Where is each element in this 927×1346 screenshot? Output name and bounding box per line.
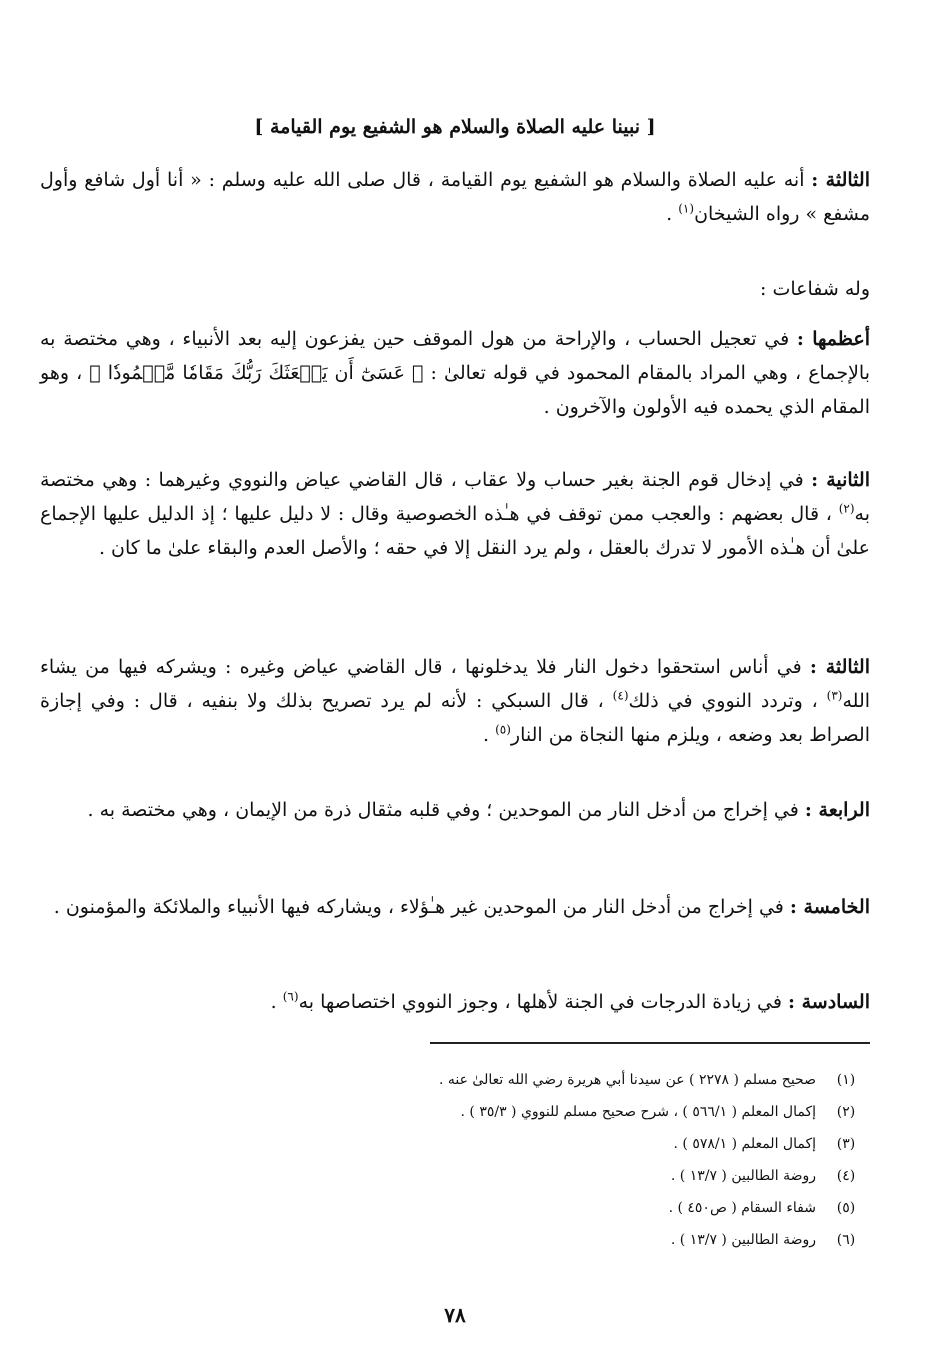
paragraph-fifth-intercession (40, 890, 870, 924)
footnote-number: (٤) (836, 1168, 856, 1184)
footnote-marker[interactable]: (٤) (612, 688, 629, 703)
footnote-text: إكمال المعلم ( ٥٧٨/١ ) . (673, 1136, 816, 1152)
footnote-item (40, 1064, 870, 1096)
footnote-marker[interactable]: (٣) (826, 688, 843, 703)
paragraph-text: . (482, 724, 496, 746)
paragraph-second-intercession (40, 463, 870, 565)
footnote-marker[interactable]: (١) (678, 201, 695, 216)
paragraph-text: في زيادة الدرجات في الجنة لأهلها ، وجوز النووي اختصاصها به (298, 991, 788, 1013)
footnote-item (40, 1192, 870, 1224)
footnote-number: (٥) (836, 1200, 856, 1216)
footnote-marker[interactable]: (٦) (282, 989, 299, 1004)
paragraph-sixth-intercession (40, 985, 870, 1019)
footnote-text: روضة الطالبين ( ١٣/٧ ) . (670, 1232, 816, 1248)
footnote-text: صحيح مسلم ( ٢٢٧٨ ) عن سيدنا أبي هريرة رضي الله تعالىٰ عنه . (439, 1072, 816, 1088)
paragraph-text: أنه عليه الصلاة والسلام هو الشفيع يوم القيامة ، قال صلى الله عليه وسلم : « أنا أول شافع وأول مشفع » رواه الشيخان (40, 169, 870, 225)
paragraph-fourth-intercession (40, 793, 870, 827)
paragraph-text: في إخراج من أدخل النار من الموحدين ؛ وفي قلبه مثقال ذرة من الإيمان ، وهي مختصة به . (87, 799, 805, 821)
footnote-number: (٢) (836, 1104, 856, 1120)
footnote-marker[interactable]: (٢) (838, 501, 855, 516)
paragraph-lead: الثالثة : (809, 656, 870, 678)
paragraph-text: وله شفاعات : (760, 278, 870, 300)
paragraph-lead: أعظمها : (796, 328, 870, 350)
footnote-marker[interactable]: (٥) (495, 722, 511, 737)
paragraph-lead: الخامسة : (789, 896, 870, 918)
paragraph-text: في إدخال قوم الجنة بغير حساب ولا عقاب ، قال القاضي عياض والنووي وغيرهما : وهي مختصة به (40, 469, 870, 525)
paragraph-text: . (666, 203, 679, 225)
footnote-number: (١) (836, 1072, 856, 1088)
paragraph-text: ، قال السبكي : لأنه لم يرد تصريح بذلك ولا بنفيه ، قال : وفي إجازة الصراط بعد وضعه ، ويلزم منها النجاة من النار (40, 690, 870, 746)
paragraph-lead: الرابعة : (804, 799, 870, 821)
page-number: ٧٨ (444, 1303, 466, 1327)
footnote-number: (٦) (836, 1232, 856, 1248)
footnote-item (40, 1160, 870, 1192)
section-heading: [ نبينا عليه الصلاة والسلام هو الشفيع يوم القيامة ] (254, 116, 656, 138)
book-page (40, 0, 870, 1346)
paragraph-text: . (270, 991, 283, 1013)
footnote-item (40, 1096, 870, 1128)
paragraph-lead: السادسة : (787, 991, 870, 1013)
footnote-text: إكمال المعلم ( ٥٦٦/١ ) ، شرح صحيح مسلم للنووي ( ٣٥/٣ ) . (460, 1104, 816, 1120)
paragraph-text: في تعجيل الحساب ، والإراحة من هول الموقف حين يفزعون إليه بعد الأنبياء ، وهي مختصة به بالإجماع ، وهي المراد بالمقام المحمود في قوله تعالىٰ : ﴿ عَسَىٰٓ أَن يَبۡعَثَكَ رَبُّكَ مَقَامٗا مَّحۡمُودٗا ﴾ ، وهو المقام الذي يحمده فيه الأولون والآخرون . (40, 328, 870, 418)
paragraph-text: ، قال بعضهم : والعجب ممن توقف في هـٰذه الخصوصية وقال : لا دليل عليها ؛ إذ الدليل عليها الإجماع علىٰ أن هـٰذه الأمور لا تدرك بالعقل ، ولم يرد النقل إلا في حقه ؛ والأصل العدم والبقاء علىٰ ما كان . (40, 503, 870, 559)
footnote-text: روضة الطالبين ( ١٣/٧ ) . (670, 1168, 816, 1184)
footnote-text: شفاء السقام ( ص٤٥٠ ) . (668, 1200, 816, 1216)
footnote-item (40, 1224, 870, 1256)
footnote-item (40, 1128, 870, 1160)
paragraph-third-intercession (40, 650, 870, 752)
paragraph-text: في أناس استحقوا دخول النار فلا يدخلونها ، قال القاضي عياض وغيره : ويشركه فيها من يشاء الله (40, 656, 871, 712)
paragraph-intercessor (40, 163, 870, 231)
paragraph-lead: الثالثة : (811, 169, 870, 191)
paragraph-text: في إخراج من أدخل النار من الموحدين غير هـٰؤلاء ، ويشاركه فيها الأنبياء والملائكة والمؤمنون . (53, 896, 790, 918)
paragraph-greatest-intercession (40, 322, 870, 424)
footnote-separator (430, 1042, 870, 1044)
paragraph-text: ، وتردد النووي في ذلك (628, 690, 827, 712)
footnote-number: (٣) (836, 1136, 856, 1152)
paragraph-intercessions-intro (40, 272, 870, 306)
paragraph-lead: الثانية : (811, 469, 870, 491)
footnotes-list (40, 1064, 870, 1256)
